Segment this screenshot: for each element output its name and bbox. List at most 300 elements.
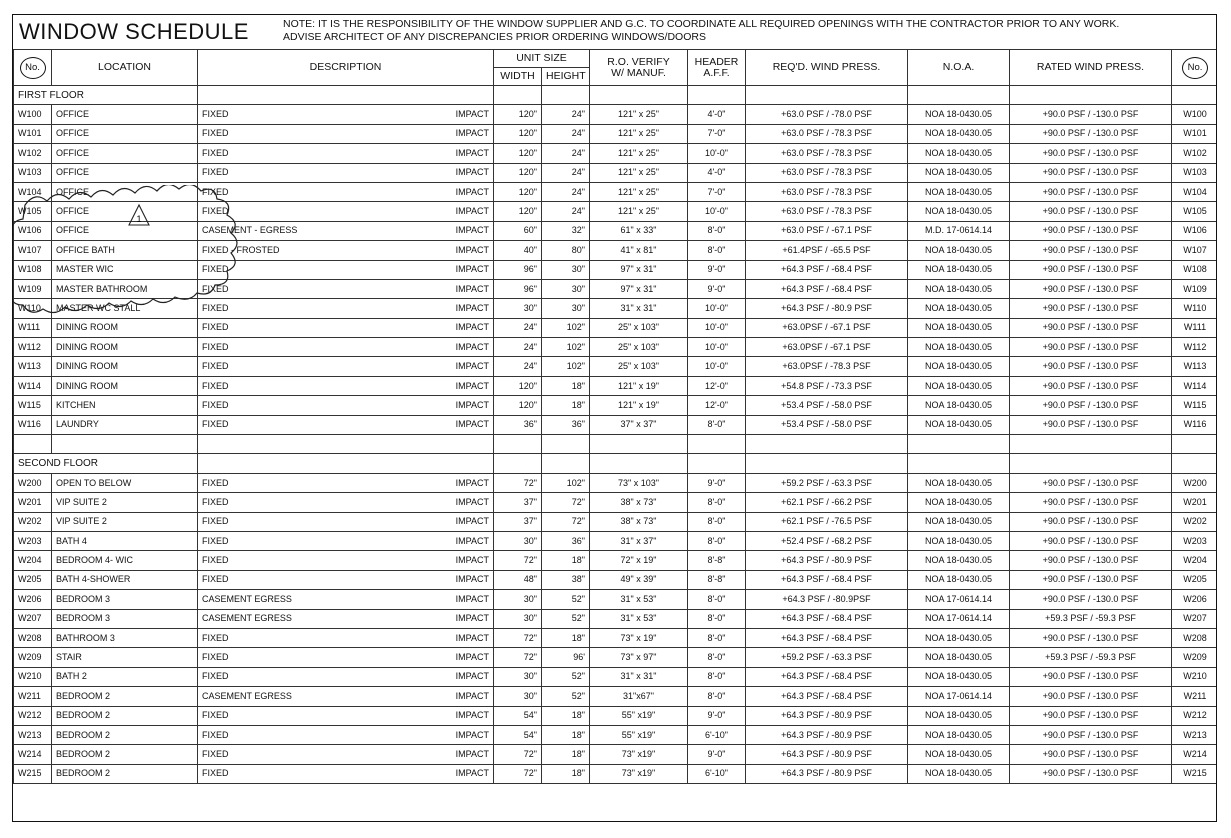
cell-noa: NOA 18-0430.05: [908, 667, 1010, 686]
cell-no: W202: [14, 512, 52, 531]
cell-rated-wind: +90.0 PSF / -130.0 PSF: [1010, 163, 1172, 182]
description-type: FIXED: [202, 361, 229, 372]
cell-width: 48": [494, 570, 542, 589]
description-impact: IMPACT: [455, 516, 489, 527]
cell-height: 72": [542, 512, 590, 531]
cell-location: OPEN TO BELOW: [52, 473, 198, 492]
cell-location: DINING ROOM: [52, 376, 198, 395]
cell-description: [198, 338, 494, 357]
cell-ro: 73" x 103": [590, 473, 688, 492]
blank-row: [14, 435, 1218, 454]
description-type: FIXED: [202, 729, 229, 740]
cell-ro: 73" x19": [590, 745, 688, 764]
table-row: [14, 687, 1218, 706]
table-row: [14, 318, 1218, 337]
header-ro-line-1: R.O. VERIFY: [607, 55, 670, 68]
cell-header-aff: 8'-0": [688, 241, 746, 260]
cell-no-right: W204: [1172, 551, 1218, 570]
cell-ro: 41" x 81": [590, 241, 688, 260]
cell-noa: NOA 18-0430.05: [908, 163, 1010, 182]
table-cell: [746, 435, 908, 454]
description-impact: IMPACT: [455, 244, 489, 255]
cell-no: W114: [14, 376, 52, 395]
table-row: [14, 415, 1218, 434]
cell-reqd-wind: +54.8 PSF / -73.3 PSF: [746, 376, 908, 395]
description-impact: IMPACT: [455, 652, 489, 663]
cell-header-aff: 8'-0": [688, 493, 746, 512]
cell-no-right: W213: [1172, 725, 1218, 744]
cell-reqd-wind: +59.2 PSF / -63.3 PSF: [746, 648, 908, 667]
cell-header-aff: 10'-0": [688, 144, 746, 163]
cell-header-aff: 10'-0": [688, 299, 746, 318]
description-impact: IMPACT: [455, 264, 489, 275]
cell-noa: NOA 18-0430.05: [908, 725, 1010, 744]
cell-reqd-wind: +52.4 PSF / -68.2 PSF: [746, 531, 908, 550]
description-wrap: [202, 304, 489, 313]
cell-width: 72": [494, 648, 542, 667]
cell-no: W113: [14, 357, 52, 376]
cell-no: W112: [14, 338, 52, 357]
description-impact: IMPACT: [455, 399, 489, 410]
cell-description: [198, 299, 494, 318]
cell-height: 52": [542, 609, 590, 628]
cell-rated-wind: +90.0 PSF / -130.0 PSF: [1010, 570, 1172, 589]
description-type: FIXED - FROSTED: [202, 244, 280, 255]
cell-no: W100: [14, 105, 52, 124]
header-ro: [590, 50, 688, 86]
cell-description: [198, 221, 494, 240]
cell-header-aff: 8'-0": [688, 609, 746, 628]
cell-location: BEDROOM 2: [52, 706, 198, 725]
cell-no-right: W203: [1172, 531, 1218, 550]
cell-header-aff: 7'-0": [688, 182, 746, 201]
table-cell: [542, 86, 590, 105]
cell-description: [198, 241, 494, 260]
description-impact: IMPACT: [455, 419, 489, 430]
cell-noa: NOA 18-0430.05: [908, 745, 1010, 764]
description-wrap: [202, 653, 489, 662]
cell-width: 120": [494, 144, 542, 163]
schedule-note: [283, 18, 1119, 44]
cell-width: 30": [494, 687, 542, 706]
description-wrap: [202, 498, 489, 507]
header-noa: N.O.A.: [908, 50, 1010, 86]
table-row: [14, 202, 1218, 221]
cell-width: 120": [494, 163, 542, 182]
table-cell: [746, 86, 908, 105]
table-row: [14, 299, 1218, 318]
cell-rated-wind: +90.0 PSF / -130.0 PSF: [1010, 551, 1172, 570]
description-impact: IMPACT: [455, 768, 489, 779]
cell-rated-wind: +90.0 PSF / -130.0 PSF: [1010, 764, 1172, 783]
cell-no: W101: [14, 124, 52, 143]
table-cell: [1010, 435, 1172, 454]
cell-reqd-wind: +64.3 PSF / -68.4 PSF: [746, 570, 908, 589]
description-impact: IMPACT: [455, 361, 489, 372]
cell-no-right: W106: [1172, 221, 1218, 240]
cell-ro: 97" x 31": [590, 260, 688, 279]
description-wrap: [202, 110, 489, 119]
cell-rated-wind: +59.3 PSF / -59.3 PSF: [1010, 648, 1172, 667]
cell-ro: 55" x19": [590, 706, 688, 725]
cell-width: 54": [494, 706, 542, 725]
cell-no-right: W104: [1172, 182, 1218, 201]
cell-no: W210: [14, 667, 52, 686]
cell-header-aff: 8'-0": [688, 648, 746, 667]
cell-height: 30": [542, 299, 590, 318]
cell-rated-wind: +90.0 PSF / -130.0 PSF: [1010, 706, 1172, 725]
cell-height: 18": [542, 706, 590, 725]
cell-height: 24": [542, 202, 590, 221]
description-wrap: [202, 769, 489, 778]
cell-width: 60": [494, 221, 542, 240]
description-impact: IMPACT: [455, 283, 489, 294]
cell-location: MASTER BATHROOM: [52, 279, 198, 298]
description-wrap: [202, 188, 489, 197]
header-location: LOCATION: [52, 50, 198, 86]
cell-ro: 37" x 37": [590, 415, 688, 434]
description-type: CASEMENT - EGRESS: [202, 225, 298, 236]
cell-height: 18": [542, 764, 590, 783]
cell-header-aff: 8'-0": [688, 667, 746, 686]
cell-height: 24": [542, 182, 590, 201]
description-type: FIXED: [202, 710, 229, 721]
cell-location: OFFICE: [52, 163, 198, 182]
cell-description: [198, 590, 494, 609]
cell-no-right: W107: [1172, 241, 1218, 260]
cell-height: 36": [542, 531, 590, 550]
cell-reqd-wind: +63.0 PSF / -67.1 PSF: [746, 221, 908, 240]
cell-description: [198, 415, 494, 434]
description-impact: IMPACT: [455, 128, 489, 139]
cell-width: 120": [494, 396, 542, 415]
cell-no-right: W215: [1172, 764, 1218, 783]
table-row: [14, 667, 1218, 686]
cell-reqd-wind: +64.3 PSF / -68.4 PSF: [746, 628, 908, 647]
cell-reqd-wind: +64.3 PSF / -80.9 PSF: [746, 706, 908, 725]
description-impact: IMPACT: [455, 186, 489, 197]
cell-header-aff: 9'-0": [688, 473, 746, 492]
cell-header-aff: 9'-0": [688, 279, 746, 298]
cell-location: BEDROOM 2: [52, 745, 198, 764]
cell-no-right: W102: [1172, 144, 1218, 163]
description-wrap: [202, 129, 489, 138]
cell-noa: NOA 18-0430.05: [908, 299, 1010, 318]
cell-height: 18": [542, 551, 590, 570]
cell-rated-wind: +90.0 PSF / -130.0 PSF: [1010, 473, 1172, 492]
cell-no-right: W207: [1172, 609, 1218, 628]
cell-width: 37": [494, 493, 542, 512]
cell-reqd-wind: +63.0 PSF / -78.0 PSF: [746, 105, 908, 124]
cell-no: W211: [14, 687, 52, 706]
cell-no-right: W115: [1172, 396, 1218, 415]
cell-header-aff: 8'-0": [688, 221, 746, 240]
cell-noa: NOA 18-0430.05: [908, 648, 1010, 667]
cell-description: [198, 570, 494, 589]
cell-header-aff: 12'-0": [688, 376, 746, 395]
cell-no-right: W211: [1172, 687, 1218, 706]
cell-ro: 55" x19": [590, 725, 688, 744]
cell-width: 30": [494, 609, 542, 628]
cell-rated-wind: +90.0 PSF / -130.0 PSF: [1010, 590, 1172, 609]
table-cell: [1010, 86, 1172, 105]
cell-no: W115: [14, 396, 52, 415]
description-impact: IMPACT: [455, 671, 489, 682]
cell-noa: NOA 18-0430.05: [908, 202, 1010, 221]
table-row: [14, 725, 1218, 744]
cell-rated-wind: +90.0 PSF / -130.0 PSF: [1010, 415, 1172, 434]
cell-width: 40": [494, 241, 542, 260]
cell-no: W109: [14, 279, 52, 298]
cell-no: W116: [14, 415, 52, 434]
table-cell: [746, 454, 908, 473]
cell-description: [198, 667, 494, 686]
cell-width: 54": [494, 725, 542, 744]
description-wrap: [202, 420, 489, 429]
cell-ro: 31" x 31": [590, 667, 688, 686]
cell-no: W213: [14, 725, 52, 744]
cell-no: W111: [14, 318, 52, 337]
cell-description: [198, 687, 494, 706]
header-unit-size: UNIT SIZE: [494, 50, 590, 68]
cell-no-right: W112: [1172, 338, 1218, 357]
cell-location: BEDROOM 3: [52, 590, 198, 609]
table-header: [14, 50, 1218, 86]
cell-location: DINING ROOM: [52, 338, 198, 357]
cell-noa: NOA 18-0430.05: [908, 279, 1010, 298]
cell-width: 120": [494, 124, 542, 143]
cell-ro: 121" x 19": [590, 396, 688, 415]
table-row: [14, 144, 1218, 163]
cell-description: [198, 493, 494, 512]
cell-height: 96': [542, 648, 590, 667]
table-row: [14, 706, 1218, 725]
cell-reqd-wind: +63.0 PSF / -78.3 PSF: [746, 144, 908, 163]
cell-noa: NOA 18-0430.05: [908, 531, 1010, 550]
description-wrap: [202, 614, 489, 623]
cell-description: [198, 124, 494, 143]
cell-width: 24": [494, 338, 542, 357]
description-type: CASEMENT EGRESS: [202, 593, 292, 604]
table-cell: [14, 435, 52, 454]
cell-width: 24": [494, 357, 542, 376]
cell-reqd-wind: +63.0 PSF / -78.3 PSF: [746, 163, 908, 182]
cell-rated-wind: +90.0 PSF / -130.0 PSF: [1010, 202, 1172, 221]
cell-reqd-wind: +63.0PSF / -78.3 PSF: [746, 357, 908, 376]
cell-no: W106: [14, 221, 52, 240]
cell-no: W105: [14, 202, 52, 221]
cell-header-aff: 10'-0": [688, 357, 746, 376]
cell-description: [198, 512, 494, 531]
cell-header-aff: 9'-0": [688, 260, 746, 279]
description-impact: IMPACT: [455, 496, 489, 507]
header-ro-line-2: W/ MANUF.: [611, 66, 666, 79]
cell-rated-wind: +90.0 PSF / -130.0 PSF: [1010, 531, 1172, 550]
description-wrap: [202, 537, 489, 546]
header-no: [14, 50, 52, 86]
cell-height: 30": [542, 279, 590, 298]
table-row: [14, 279, 1218, 298]
number-circle: No.: [1182, 57, 1208, 79]
cell-no: W108: [14, 260, 52, 279]
description-impact: IMPACT: [455, 593, 489, 604]
description-type: FIXED: [202, 477, 229, 488]
description-type: FIXED: [202, 186, 229, 197]
cell-height: 52": [542, 590, 590, 609]
cell-reqd-wind: +64.3 PSF / -68.4 PSF: [746, 609, 908, 628]
cell-no-right: W212: [1172, 706, 1218, 725]
cell-height: 102": [542, 338, 590, 357]
description-type: FIXED: [202, 496, 229, 507]
description-wrap: [202, 711, 489, 720]
cell-ro: 121" x 25": [590, 163, 688, 182]
window-schedule-sheet: [12, 14, 1217, 822]
table-cell: [1172, 86, 1218, 105]
cell-height: 24": [542, 124, 590, 143]
cell-rated-wind: +59.3 PSF / -59.3 PSF: [1010, 609, 1172, 628]
cell-description: [198, 396, 494, 415]
cell-ro: 31" x 53": [590, 590, 688, 609]
cell-height: 18": [542, 725, 590, 744]
cell-no: W206: [14, 590, 52, 609]
description-wrap: [202, 265, 489, 274]
cell-noa: NOA 18-0430.05: [908, 493, 1010, 512]
cell-rated-wind: +90.0 PSF / -130.0 PSF: [1010, 687, 1172, 706]
description-type: CASEMENT EGRESS: [202, 690, 292, 701]
cell-location: OFFICE: [52, 182, 198, 201]
cell-reqd-wind: +64.3 PSF / -68.4 PSF: [746, 687, 908, 706]
cell-header-aff: 4'-0": [688, 163, 746, 182]
cell-reqd-wind: +53.4 PSF / -58.0 PSF: [746, 396, 908, 415]
cell-location: VIP SUITE 2: [52, 493, 198, 512]
cell-ro: 121" x 25": [590, 105, 688, 124]
table-cell: [198, 435, 494, 454]
cell-header-aff: 8'-0": [688, 590, 746, 609]
section-heading: SECOND FLOOR: [14, 454, 198, 473]
cell-header-aff: 7'-0": [688, 124, 746, 143]
header-width: WIDTH: [494, 68, 542, 86]
cell-no-right: W208: [1172, 628, 1218, 647]
description-type: FIXED: [202, 516, 229, 527]
cell-no-right: W206: [1172, 590, 1218, 609]
cell-reqd-wind: +64.3 PSF / -80.9 PSF: [746, 551, 908, 570]
cell-rated-wind: +90.0 PSF / -130.0 PSF: [1010, 512, 1172, 531]
cell-no-right: W105: [1172, 202, 1218, 221]
description-wrap: [202, 207, 489, 216]
table-row: [14, 241, 1218, 260]
cell-location: OFFICE: [52, 105, 198, 124]
cell-width: 30": [494, 590, 542, 609]
description-wrap: [202, 595, 489, 604]
cell-location: OFFICE BATH: [52, 241, 198, 260]
cell-width: 120": [494, 202, 542, 221]
description-impact: IMPACT: [455, 477, 489, 488]
description-type: FIXED: [202, 302, 229, 313]
cell-header-aff: 8'-0": [688, 415, 746, 434]
cell-noa: NOA 18-0430.05: [908, 512, 1010, 531]
cell-noa: NOA 18-0430.05: [908, 105, 1010, 124]
description-wrap: [202, 401, 489, 410]
cell-reqd-wind: +63.0PSF / -67.1 PSF: [746, 318, 908, 337]
table-cell: [908, 86, 1010, 105]
description-type: FIXED: [202, 206, 229, 217]
table-row: [14, 221, 1218, 240]
cell-rated-wind: +90.0 PSF / -130.0 PSF: [1010, 279, 1172, 298]
cell-noa: NOA 17-0614.14: [908, 687, 1010, 706]
description-impact: IMPACT: [455, 555, 489, 566]
cell-no: W102: [14, 144, 52, 163]
cell-rated-wind: +90.0 PSF / -130.0 PSF: [1010, 299, 1172, 318]
cell-noa: NOA 18-0430.05: [908, 124, 1010, 143]
cell-width: 120": [494, 182, 542, 201]
cell-rated-wind: +90.0 PSF / -130.0 PSF: [1010, 357, 1172, 376]
header-aff-line-2: A.F.F.: [703, 66, 730, 79]
cell-description: [198, 725, 494, 744]
table-cell: [688, 86, 746, 105]
cell-description: [198, 357, 494, 376]
cell-noa: NOA 18-0430.05: [908, 182, 1010, 201]
table-cell: [198, 454, 494, 473]
cell-height: 38": [542, 570, 590, 589]
description-type: FIXED: [202, 419, 229, 430]
cell-rated-wind: +90.0 PSF / -130.0 PSF: [1010, 124, 1172, 143]
cell-reqd-wind: +63.0 PSF / -78.3 PSF: [746, 202, 908, 221]
cell-noa: M.D. 17-0614.14: [908, 221, 1010, 240]
cell-height: 102": [542, 473, 590, 492]
description-wrap: [202, 168, 489, 177]
table-cell: [542, 435, 590, 454]
description-type: FIXED: [202, 128, 229, 139]
description-wrap: [202, 634, 489, 643]
cell-ro: 38" x 73": [590, 512, 688, 531]
table-row: [14, 570, 1218, 589]
cell-ro: 121" x 25": [590, 144, 688, 163]
table-row: [14, 182, 1218, 201]
cell-width: 30": [494, 667, 542, 686]
table-row: [14, 260, 1218, 279]
table-body: [14, 86, 1218, 784]
cell-noa: NOA 18-0430.05: [908, 376, 1010, 395]
cell-description: [198, 376, 494, 395]
table-row: [14, 338, 1218, 357]
cell-rated-wind: +90.0 PSF / -130.0 PSF: [1010, 725, 1172, 744]
cell-ro: 31"x67": [590, 687, 688, 706]
cell-height: 72": [542, 493, 590, 512]
description-type: FIXED: [202, 283, 229, 294]
cell-width: 36": [494, 415, 542, 434]
cell-ro: 73" x19": [590, 764, 688, 783]
table-row: [14, 628, 1218, 647]
description-wrap: [202, 575, 489, 584]
description-impact: IMPACT: [455, 380, 489, 391]
table-cell: [198, 86, 494, 105]
table-cell: [1172, 454, 1218, 473]
cell-reqd-wind: +64.3 PSF / -80.9 PSF: [746, 745, 908, 764]
cell-ro: 73" x 97": [590, 648, 688, 667]
cell-reqd-wind: +64.3 PSF / -68.4 PSF: [746, 667, 908, 686]
cell-header-aff: 4'-0": [688, 105, 746, 124]
cell-description: [198, 706, 494, 725]
cell-location: DINING ROOM: [52, 318, 198, 337]
description-impact: IMPACT: [455, 710, 489, 721]
cell-description: [198, 202, 494, 221]
cell-header-aff: 9'-0": [688, 745, 746, 764]
header-no-right: [1172, 50, 1218, 86]
cell-description: [198, 182, 494, 201]
cell-noa: NOA 17-0614.14: [908, 609, 1010, 628]
cell-ro: 72" x 19": [590, 551, 688, 570]
description-wrap: [202, 343, 489, 352]
